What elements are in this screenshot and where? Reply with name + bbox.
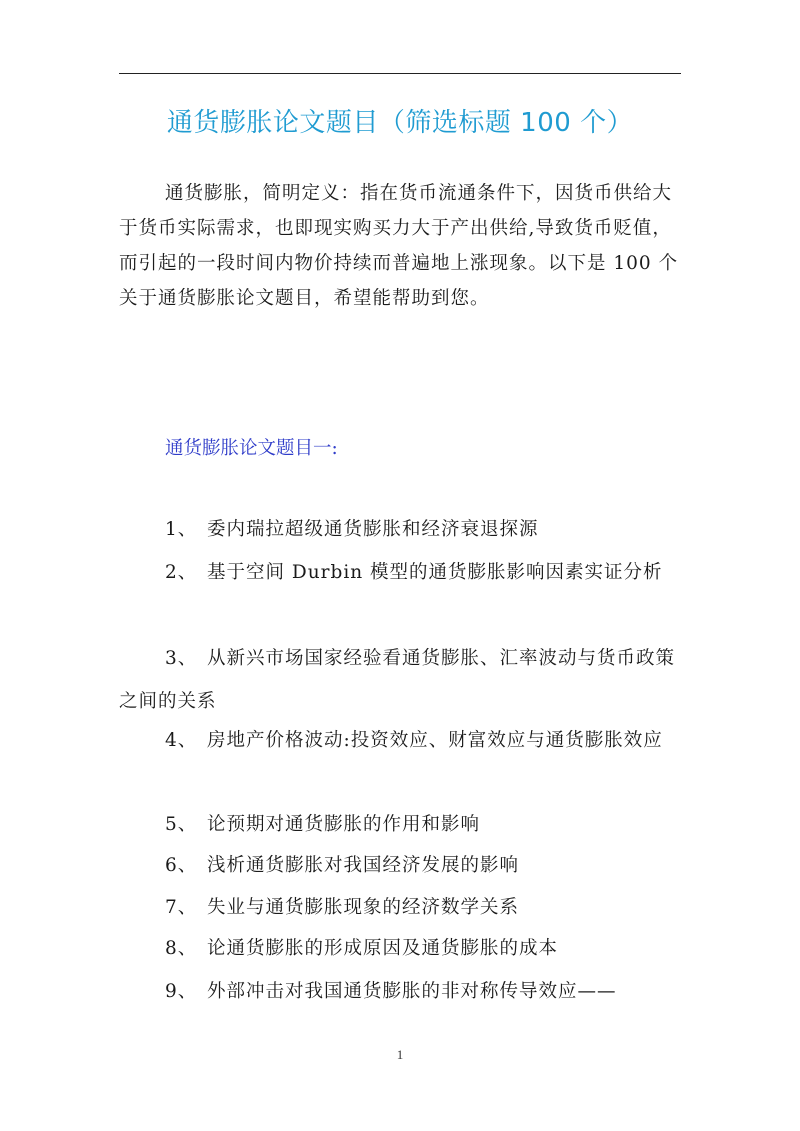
page-number: 1 xyxy=(396,1047,404,1062)
item-text: 外部冲击对我国通货膨胀的非对称传导效应—— xyxy=(207,981,617,1002)
item-number: 6、 xyxy=(165,855,198,876)
item-number: 1、 xyxy=(165,519,198,540)
item-number: 5、 xyxy=(165,814,198,835)
item-text: 论预期对通货膨胀的作用和影响 xyxy=(207,814,481,835)
item-text: 论通货膨胀的形成原因及通货膨胀的成本 xyxy=(207,938,559,959)
list-item xyxy=(119,970,679,1013)
item-text: 从新兴市场国家经验看通货膨胀、汇率波动与货币政策之间的关系 xyxy=(119,648,676,712)
item-number: 3、 xyxy=(165,648,198,669)
list-item xyxy=(119,719,679,762)
list-item xyxy=(119,927,679,970)
item-number: 7、 xyxy=(165,897,198,918)
item-text: 基于空间 Durbin 模型的通货膨胀影响因素实证分析 xyxy=(207,562,663,583)
list-item xyxy=(119,637,679,723)
item-number: 8、 xyxy=(165,938,198,959)
item-number: 9、 xyxy=(165,981,198,1002)
list-item xyxy=(119,803,679,846)
item-text: 失业与通货膨胀现象的经济数学关系 xyxy=(207,897,520,918)
section-heading: 通货膨胀论文题目一: xyxy=(165,438,338,459)
item-text: 房地产价格波动:投资效应、财富效应与通货膨胀效应 xyxy=(207,730,663,751)
list-item xyxy=(119,886,679,929)
document-title: 通货膨胀论文题目（筛选标题 100 个） xyxy=(166,108,634,138)
list-item xyxy=(119,508,679,551)
header-rule xyxy=(119,73,681,74)
item-text: 委内瑞拉超级通货膨胀和经济衰退探源 xyxy=(207,519,539,540)
item-text: 浅析通货膨胀对我国经济发展的影响 xyxy=(207,855,520,876)
item-number: 2、 xyxy=(165,562,198,583)
item-number: 4、 xyxy=(165,730,198,751)
list-item xyxy=(119,844,679,887)
intro-paragraph: 通货膨胀，简明定义：指在货币流通条件下，因货币供给大于货币实际需求，也即现实购买力大于产出供给,导致货币贬值，而引起的一段时间内物价持续而普遍地上涨现象。以下是 100 个关于通货膨胀论文题目，希望能帮助到您。 xyxy=(119,183,679,309)
list-item xyxy=(119,551,679,594)
